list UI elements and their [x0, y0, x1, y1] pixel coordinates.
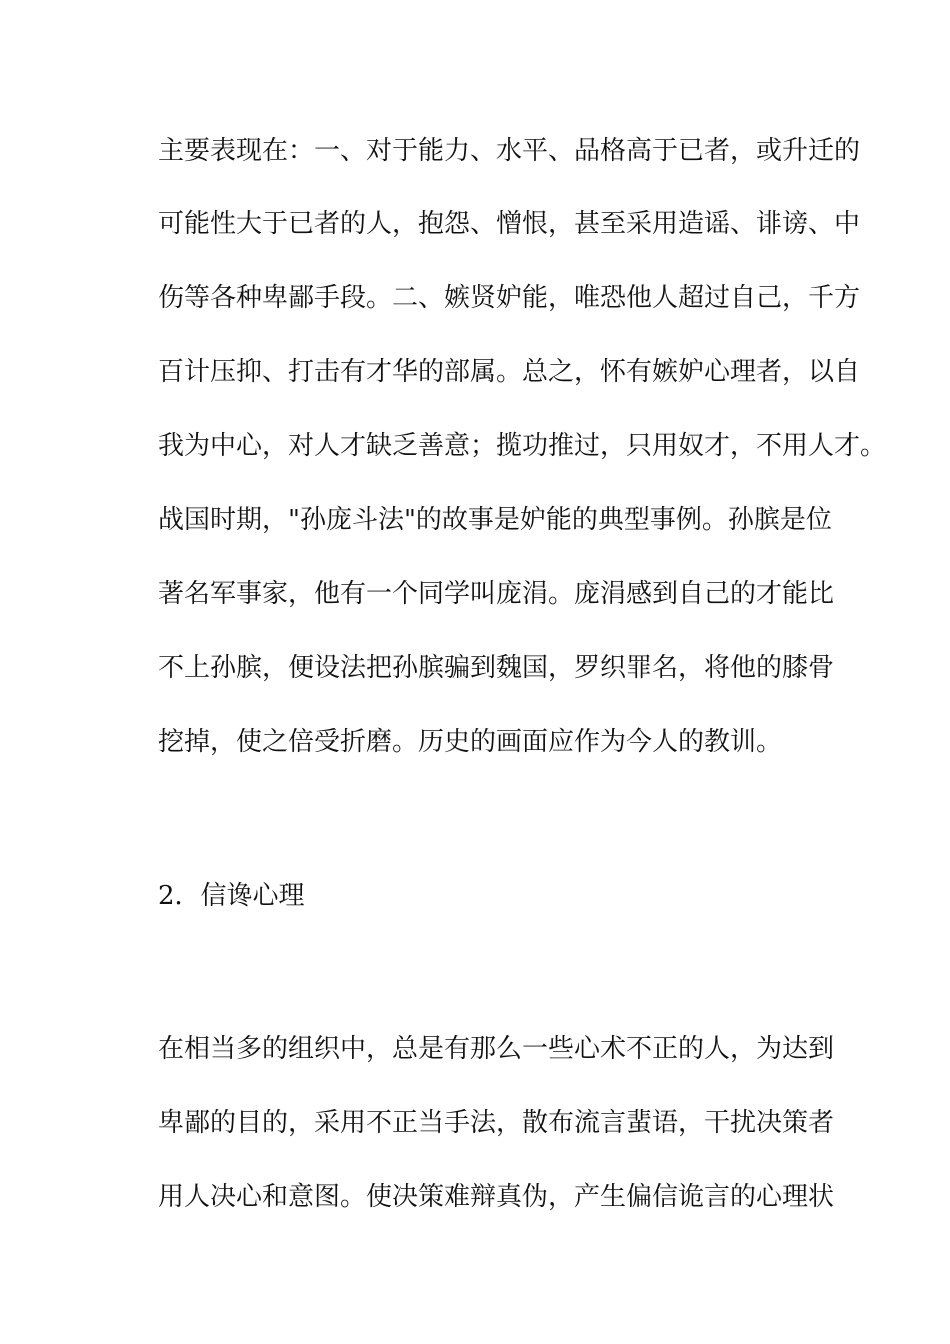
- paragraph-line: 主要表现在：一、对于能力、水平、品格高于已者，或升迁的: [158, 136, 861, 166]
- paragraph-line: 在相当多的组织中，总是有那么一些心术不正的人，为达到: [158, 1034, 835, 1064]
- paragraph-line: 可能性大于已者的人，抱怨、憎恨，甚至采用造谣、诽谤、中: [158, 209, 861, 239]
- paragraph-line: 伤等各种卑鄙手段。二、嫉贤妒能，唯恐他人超过自己，千方: [158, 283, 861, 313]
- paragraph-line: 不上孙膑，便设法把孙膑骗到魏国，罗织罪名，将他的膝骨: [158, 653, 835, 683]
- paragraph-line: 战国时期，"孙庞斗法"的故事是妒能的典型事例。孙膑是位: [158, 505, 832, 535]
- paragraph-line: 用人决心和意图。使决策难辩真伪，产生偏信诡言的心理状: [158, 1182, 835, 1212]
- paragraph-line: 著名军事家，他有一个同学叫庞涓。庞涓感到自己的才能比: [158, 579, 835, 609]
- section-heading: 2．信谗心理: [158, 881, 305, 911]
- paragraph-line: 我为中心，对人才缺乏善意；揽功推过，只用奴才，不用人才。: [158, 431, 887, 461]
- paragraph-line: 卑鄙的目的，采用不正当手法，散布流言蜚语，干扰决策者: [158, 1108, 835, 1138]
- paragraph-line: 百计压抑、打击有才华的部属。总之，怀有嫉妒心理者，以自: [158, 357, 861, 387]
- paragraph-line: 挖掉，使之倍受折磨。历史的画面应作为今人的教训。: [158, 727, 783, 757]
